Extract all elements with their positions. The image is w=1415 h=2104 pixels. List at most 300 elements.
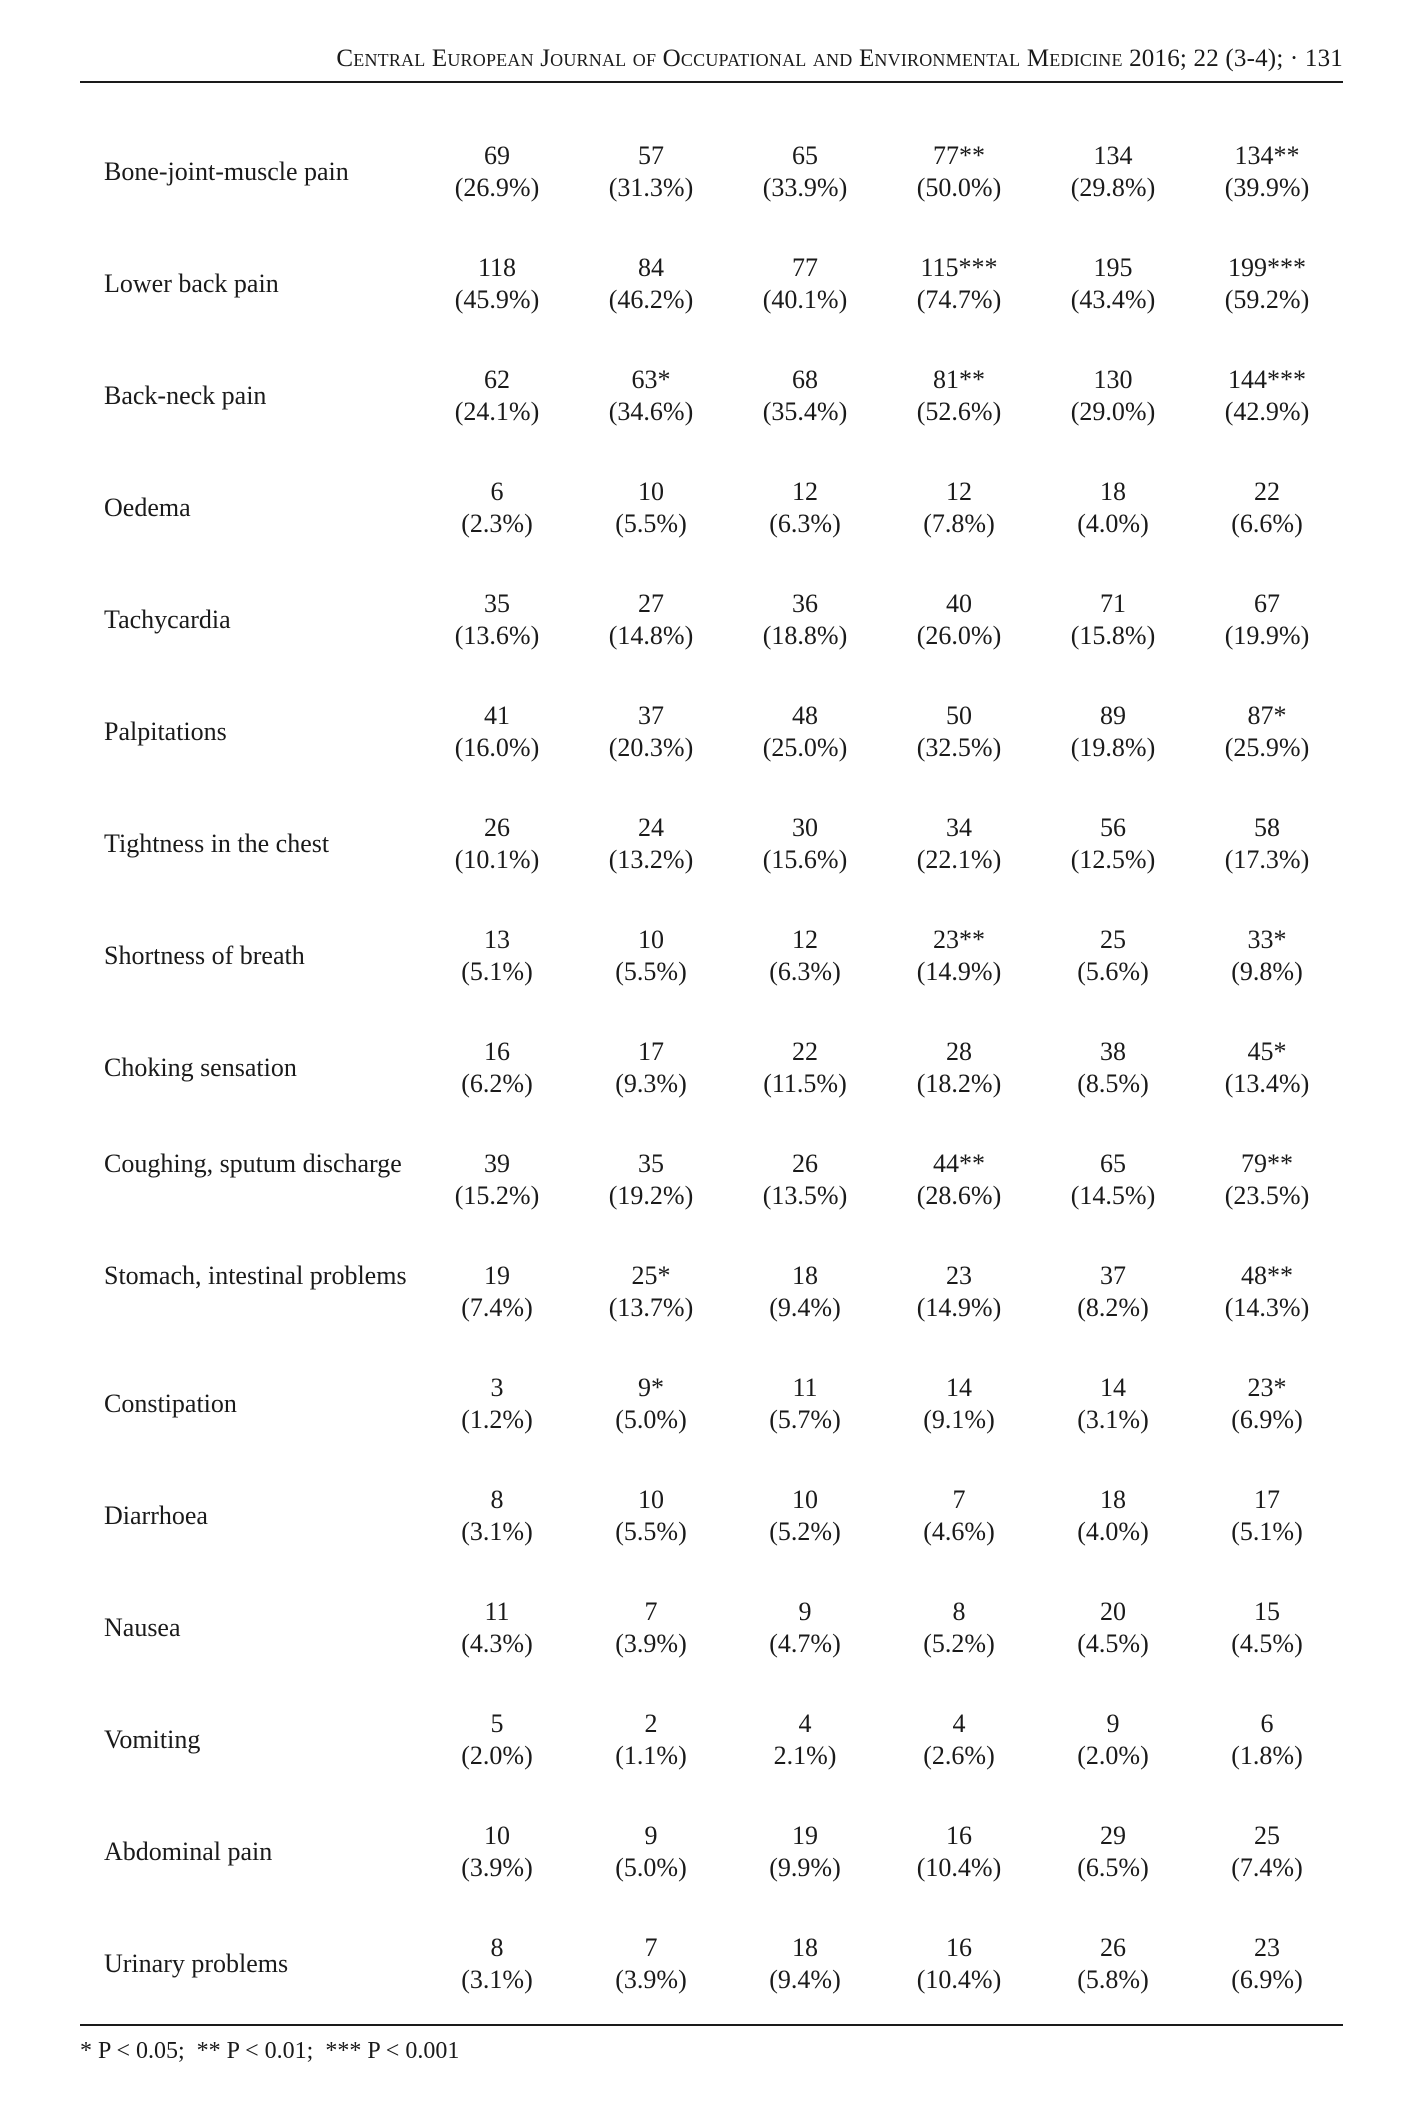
- table-row: [80, 588, 1344, 700]
- table-cell: [420, 1932, 574, 2044]
- cell-percent: (1.1%): [615, 1741, 687, 1770]
- cell-percent: (6.9%): [1231, 1405, 1303, 1434]
- cell-percent: (59.2%): [1224, 285, 1310, 314]
- cell-percent: (50.0%): [916, 173, 1002, 202]
- cell-percent: (16.0%): [454, 733, 540, 762]
- cell-count: 40: [946, 589, 972, 618]
- cell-percent: (32.5%): [916, 733, 1002, 762]
- table-row: [80, 700, 1344, 812]
- cell-percent: (4.7%): [769, 1629, 841, 1658]
- table-cell: [728, 924, 882, 1036]
- cell-count: 17: [1254, 1485, 1280, 1514]
- table-cell: [420, 252, 574, 364]
- table-cell: [574, 364, 728, 476]
- row-label: Diarrhoea: [104, 1501, 208, 1530]
- table-cell: [420, 1372, 574, 1484]
- table-cell: [1190, 1820, 1344, 1932]
- cell-percent: (45.9%): [454, 285, 540, 314]
- cell-percent: (15.6%): [762, 845, 848, 874]
- cell-percent: (14.3%): [1224, 1293, 1310, 1322]
- table-cell: [882, 700, 1036, 812]
- cell-percent: (13.7%): [608, 1293, 694, 1322]
- cell-percent: (7.8%): [923, 509, 995, 538]
- table-cell: [420, 700, 574, 812]
- cell-percent: (20.3%): [608, 733, 694, 762]
- table-cell: [728, 1036, 882, 1148]
- cell-percent: (5.5%): [615, 1517, 687, 1546]
- row-label: Bone-joint-muscle pain: [104, 157, 349, 186]
- cell-count: 25: [1254, 1821, 1280, 1850]
- cell-count: 22: [792, 1037, 818, 1066]
- cell-count: 7: [952, 1485, 966, 1514]
- cell-percent: (3.1%): [461, 1965, 533, 1994]
- table-cell: [420, 1708, 574, 1820]
- cell-percent: (9.8%): [1231, 957, 1303, 986]
- table-row: [80, 140, 1344, 252]
- cell-count: 48**: [1241, 1261, 1293, 1290]
- table-cell: [1036, 1260, 1190, 1372]
- cell-count: 7: [644, 1597, 658, 1626]
- cell-count: 199***: [1228, 253, 1306, 282]
- table-cell: [728, 1148, 882, 1260]
- table-cell: [420, 1484, 574, 1596]
- cell-percent: (23.5%): [1224, 1181, 1310, 1210]
- table-cell: [574, 1036, 728, 1148]
- cell-percent: (7.4%): [1231, 1853, 1303, 1882]
- cell-count: 6: [490, 477, 504, 506]
- table-cell: [1036, 1820, 1190, 1932]
- cell-count: 25: [1100, 925, 1126, 954]
- cell-percent: (6.3%): [769, 509, 841, 538]
- table-cell: [1036, 1596, 1190, 1708]
- cell-count: 23*: [1247, 1373, 1287, 1402]
- cell-count: 14: [946, 1373, 972, 1402]
- cell-percent: (2.0%): [461, 1741, 533, 1770]
- table-cell: [1190, 1148, 1344, 1260]
- cell-count: 9: [1106, 1709, 1120, 1738]
- table-cell: [1036, 588, 1190, 700]
- cell-count: 38: [1100, 1037, 1126, 1066]
- cell-percent: (4.0%): [1077, 509, 1149, 538]
- cell-percent: (33.9%): [762, 173, 848, 202]
- cell-count: 56: [1100, 813, 1126, 842]
- cell-count: 130: [1093, 365, 1133, 394]
- cell-percent: (10.4%): [916, 1853, 1002, 1882]
- cell-percent: (14.5%): [1070, 1181, 1156, 1210]
- cell-percent: (26.0%): [916, 621, 1002, 650]
- cell-percent: (39.9%): [1224, 173, 1310, 202]
- cell-count: 10: [484, 1821, 510, 1850]
- cell-count: 195: [1093, 253, 1133, 282]
- table-cell: [420, 1596, 574, 1708]
- journal-name: Central European Journal of Occupational and Environmental Medicine: [336, 45, 1123, 72]
- cell-count: 81**: [933, 365, 985, 394]
- cell-percent: (74.7%): [916, 285, 1002, 314]
- symptoms-table-body: [80, 140, 1344, 2044]
- cell-count: 44**: [933, 1149, 985, 1178]
- cell-count: 6: [1260, 1709, 1274, 1738]
- table-cell: [1190, 700, 1344, 812]
- cell-percent: (7.4%): [461, 1293, 533, 1322]
- cell-count: 77: [792, 253, 818, 282]
- table-cell: [882, 1372, 1036, 1484]
- table-cell: [1036, 1372, 1190, 1484]
- cell-percent: (29.0%): [1070, 397, 1156, 426]
- cell-count: 9: [644, 1821, 658, 1850]
- table-row: [80, 1820, 1344, 1932]
- table-cell: [574, 1596, 728, 1708]
- table-cell: [1190, 1596, 1344, 1708]
- cell-percent: (24.1%): [454, 397, 540, 426]
- table-cell: [882, 476, 1036, 588]
- cell-count: 63*: [631, 365, 671, 394]
- cell-count: 28: [946, 1037, 972, 1066]
- cell-count: 9: [798, 1597, 812, 1626]
- cell-percent: (46.2%): [608, 285, 694, 314]
- row-label: Oedema: [104, 493, 191, 522]
- cell-percent: (5.5%): [615, 509, 687, 538]
- cell-percent: (5.0%): [615, 1853, 687, 1882]
- table-cell: [728, 1596, 882, 1708]
- cell-count: 20: [1100, 1597, 1126, 1626]
- table-cell: [882, 1932, 1036, 2044]
- row-label: Vomiting: [104, 1725, 201, 1754]
- cell-percent: (18.8%): [762, 621, 848, 650]
- cell-percent: (4.5%): [1077, 1629, 1149, 1658]
- cell-count: 23**: [933, 925, 985, 954]
- row-label: Nausea: [104, 1613, 181, 1642]
- table-cell: [574, 1820, 728, 1932]
- table-cell: [420, 364, 574, 476]
- cell-percent: (52.6%): [916, 397, 1002, 426]
- cell-count: 10: [638, 1485, 664, 1514]
- cell-count: 15: [1254, 1597, 1280, 1626]
- table-cell: [420, 476, 574, 588]
- table-cell: [1190, 140, 1344, 252]
- table-cell: [1190, 476, 1344, 588]
- table-cell: [728, 812, 882, 924]
- table-cell: [882, 1820, 1036, 1932]
- table-cell: [882, 1260, 1036, 1372]
- significance-footnote: * P < 0.05; ** P < 0.01; *** P < 0.001: [80, 2038, 460, 2064]
- table-cell: [728, 1484, 882, 1596]
- table-cell: [728, 1260, 882, 1372]
- table-cell: [1190, 1708, 1344, 1820]
- cell-percent: (6.6%): [1231, 509, 1303, 538]
- cell-percent: (35.4%): [762, 397, 848, 426]
- table-cell: [420, 1036, 574, 1148]
- cell-percent: (6.2%): [461, 1069, 533, 1098]
- table-cell: [574, 1148, 728, 1260]
- table-cell: [574, 700, 728, 812]
- cell-percent: (25.9%): [1224, 733, 1310, 762]
- table-cell: [1036, 252, 1190, 364]
- cell-percent: (6.9%): [1231, 1965, 1303, 1994]
- cell-count: 16: [946, 1933, 972, 1962]
- cell-count: 118: [477, 253, 517, 282]
- cell-count: 8: [490, 1933, 504, 1962]
- table-cell: [574, 588, 728, 700]
- cell-count: 27: [638, 589, 664, 618]
- cell-percent: (1.8%): [1231, 1741, 1303, 1770]
- cell-percent: (5.0%): [615, 1405, 687, 1434]
- running-header: [80, 44, 1343, 74]
- issue-citation: 2016; 22 (3-4); · 131: [1129, 45, 1343, 72]
- table-cell: [882, 364, 1036, 476]
- cell-percent: (4.6%): [923, 1517, 995, 1546]
- table-cell: [1036, 1148, 1190, 1260]
- table-cell: [1036, 1708, 1190, 1820]
- cell-percent: (26.9%): [454, 173, 540, 202]
- cell-count: 11: [484, 1597, 510, 1626]
- cell-percent: (11.5%): [763, 1069, 847, 1098]
- cell-percent: (5.1%): [1231, 1517, 1303, 1546]
- cell-count: 17: [638, 1037, 664, 1066]
- table-cell: [1036, 1484, 1190, 1596]
- table-cell: [1190, 1932, 1344, 2044]
- table-cell: [728, 1372, 882, 1484]
- table-cell: [882, 1148, 1036, 1260]
- cell-count: 11: [792, 1373, 818, 1402]
- table-cell: [882, 924, 1036, 1036]
- cell-percent: (5.2%): [769, 1517, 841, 1546]
- row-label: Shortness of breath: [104, 941, 305, 970]
- cell-count: 23: [946, 1261, 972, 1290]
- cell-count: 39: [484, 1149, 510, 1178]
- table-cell: [1190, 1260, 1344, 1372]
- cell-percent: (5.8%): [1077, 1965, 1149, 1994]
- cell-count: 144***: [1228, 365, 1306, 394]
- table-cell: [574, 1708, 728, 1820]
- cell-count: 65: [792, 141, 818, 170]
- cell-count: 69: [484, 141, 510, 170]
- cell-count: 89: [1100, 701, 1126, 730]
- cell-count: 71: [1100, 589, 1126, 618]
- row-label: Choking sensation: [104, 1053, 297, 1082]
- table-row: [80, 924, 1344, 1036]
- cell-percent: (3.1%): [1077, 1405, 1149, 1434]
- cell-percent: (15.2%): [454, 1181, 540, 1210]
- cell-count: 25*: [631, 1261, 671, 1290]
- cell-percent: (4.0%): [1077, 1517, 1149, 1546]
- cell-percent: (3.9%): [615, 1965, 687, 1994]
- symptoms-table: [80, 140, 1344, 2044]
- cell-percent: (5.1%): [461, 957, 533, 986]
- cell-percent: (19.2%): [608, 1181, 694, 1210]
- row-label: Tightness in the chest: [104, 829, 330, 858]
- cell-percent: (34.6%): [608, 397, 694, 426]
- cell-percent: (5.6%): [1077, 957, 1149, 986]
- cell-percent: (29.8%): [1070, 173, 1156, 202]
- table-cell: [1190, 588, 1344, 700]
- header-rule: [80, 81, 1343, 83]
- cell-count: 68: [792, 365, 818, 394]
- table-cell: [728, 364, 882, 476]
- cell-count: 4: [952, 1709, 966, 1738]
- cell-count: 62: [484, 365, 510, 394]
- cell-percent: (14.8%): [608, 621, 694, 650]
- cell-count: 18: [792, 1261, 818, 1290]
- cell-percent: (13.2%): [608, 845, 694, 874]
- cell-count: 65: [1100, 1149, 1126, 1178]
- cell-count: 37: [1100, 1261, 1126, 1290]
- cell-count: 115***: [920, 253, 998, 282]
- cell-percent: (12.5%): [1070, 845, 1156, 874]
- table-cell: [420, 812, 574, 924]
- cell-percent: (5.2%): [923, 1629, 995, 1658]
- cell-percent: (2.6%): [923, 1741, 995, 1770]
- cell-count: 22: [1254, 477, 1280, 506]
- cell-percent: (4.5%): [1231, 1629, 1303, 1658]
- cell-count: 7: [644, 1933, 658, 1962]
- table-cell: [728, 588, 882, 700]
- cell-count: 13: [484, 925, 510, 954]
- cell-percent: (18.2%): [916, 1069, 1002, 1098]
- table-cell: [1190, 812, 1344, 924]
- row-label: Constipation: [104, 1389, 237, 1418]
- table-cell: [882, 1596, 1036, 1708]
- cell-count: 12: [792, 477, 818, 506]
- cell-percent: (28.6%): [916, 1181, 1002, 1210]
- cell-count: 48: [792, 701, 818, 730]
- cell-count: 16: [484, 1037, 510, 1066]
- table-row: [80, 252, 1344, 364]
- table-cell: [1190, 1372, 1344, 1484]
- cell-count: 67: [1254, 589, 1280, 618]
- cell-count: 12: [792, 925, 818, 954]
- cell-count: 10: [792, 1485, 818, 1514]
- table-cell: [574, 1932, 728, 2044]
- cell-count: 87*: [1247, 701, 1287, 730]
- row-label: Tachycardia: [104, 605, 231, 634]
- cell-percent: (9.9%): [769, 1853, 841, 1882]
- table-cell: [1190, 252, 1344, 364]
- table-cell: [1190, 924, 1344, 1036]
- table-row: [80, 812, 1344, 924]
- table-row: [80, 1148, 1344, 1260]
- cell-count: 12: [946, 477, 972, 506]
- cell-percent: (42.9%): [1224, 397, 1310, 426]
- cell-percent: (9.4%): [769, 1965, 841, 1994]
- cell-percent: (2.0%): [1077, 1741, 1149, 1770]
- cell-count: 57: [638, 141, 664, 170]
- table-row: [80, 364, 1344, 476]
- cell-count: 77**: [933, 141, 985, 170]
- cell-percent: (9.3%): [615, 1069, 687, 1098]
- cell-percent: (3.9%): [615, 1629, 687, 1658]
- table-cell: [1036, 364, 1190, 476]
- table-cell: [574, 476, 728, 588]
- cell-percent: (3.9%): [461, 1853, 533, 1882]
- table-cell: [574, 812, 728, 924]
- row-label: Back-neck pain: [104, 381, 267, 410]
- cell-percent: (5.5%): [615, 957, 687, 986]
- cell-count: 18: [792, 1933, 818, 1962]
- table-cell: [728, 700, 882, 812]
- cell-percent: (2.3%): [461, 509, 533, 538]
- cell-count: 10: [638, 925, 664, 954]
- table-cell: [728, 1932, 882, 2044]
- cell-percent: (8.5%): [1077, 1069, 1149, 1098]
- table-cell: [1036, 1932, 1190, 2044]
- cell-count: 8: [490, 1485, 504, 1514]
- table-cell: [574, 252, 728, 364]
- cell-count: 26: [1100, 1933, 1126, 1962]
- table-cell: [728, 140, 882, 252]
- table-cell: [574, 924, 728, 1036]
- row-label: Lower back pain: [104, 269, 279, 298]
- cell-percent: (1.2%): [461, 1405, 533, 1434]
- table-cell: [1036, 700, 1190, 812]
- table-cell: [1190, 364, 1344, 476]
- table-cell: [1190, 1036, 1344, 1148]
- cell-count: 35: [484, 589, 510, 618]
- table-cell: [882, 140, 1036, 252]
- table-row: [80, 1260, 1344, 1372]
- cell-count: 5: [490, 1709, 504, 1738]
- table-row: [80, 1596, 1344, 1708]
- table-row: [80, 1484, 1344, 1596]
- cell-percent: (13.4%): [1224, 1069, 1310, 1098]
- cell-percent: (25.0%): [762, 733, 848, 762]
- cell-count: 36: [792, 589, 818, 618]
- cell-count: 84: [638, 253, 664, 282]
- cell-percent: (10.1%): [454, 845, 540, 874]
- cell-count: 19: [484, 1261, 510, 1290]
- table-cell: [1036, 140, 1190, 252]
- cell-percent: (6.3%): [769, 957, 841, 986]
- cell-percent: (3.1%): [461, 1517, 533, 1546]
- table-row: [80, 476, 1344, 588]
- cell-percent: (13.6%): [454, 621, 540, 650]
- cell-count: 33*: [1247, 925, 1287, 954]
- table-cell: [574, 1260, 728, 1372]
- row-label: Coughing, sputum discharge: [104, 1149, 402, 1178]
- cell-count: 26: [484, 813, 510, 842]
- table-cell: [1036, 812, 1190, 924]
- table-cell: [574, 140, 728, 252]
- table-cell: [420, 1260, 574, 1372]
- cell-count: 9*: [638, 1373, 664, 1402]
- cell-count: 134: [1093, 141, 1133, 170]
- table-row: [80, 1372, 1344, 1484]
- table-cell: [420, 1820, 574, 1932]
- table-cell: [728, 1820, 882, 1932]
- table-cell: [882, 1484, 1036, 1596]
- cell-count: 45*: [1247, 1037, 1287, 1066]
- cell-count: 3: [490, 1373, 504, 1402]
- cell-percent: (14.9%): [916, 957, 1002, 986]
- cell-percent: (19.9%): [1224, 621, 1310, 650]
- table-cell: [574, 1372, 728, 1484]
- row-label: Palpitations: [104, 717, 227, 746]
- cell-percent: (13.5%): [762, 1181, 848, 1210]
- cell-percent: (19.8%): [1070, 733, 1156, 762]
- cell-count: 79**: [1241, 1149, 1293, 1178]
- table-cell: [882, 812, 1036, 924]
- row-label: Urinary problems: [104, 1949, 289, 1978]
- cell-percent: (5.7%): [769, 1405, 841, 1434]
- table-row: [80, 1932, 1344, 2044]
- table-cell: [420, 924, 574, 1036]
- table-cell: [728, 1708, 882, 1820]
- cell-count: 134**: [1234, 141, 1300, 170]
- cell-percent: (17.3%): [1224, 845, 1310, 874]
- table-cell: [1036, 476, 1190, 588]
- cell-count: 19: [792, 1821, 818, 1850]
- table-cell: [574, 1484, 728, 1596]
- row-label: Abdominal pain: [104, 1837, 273, 1866]
